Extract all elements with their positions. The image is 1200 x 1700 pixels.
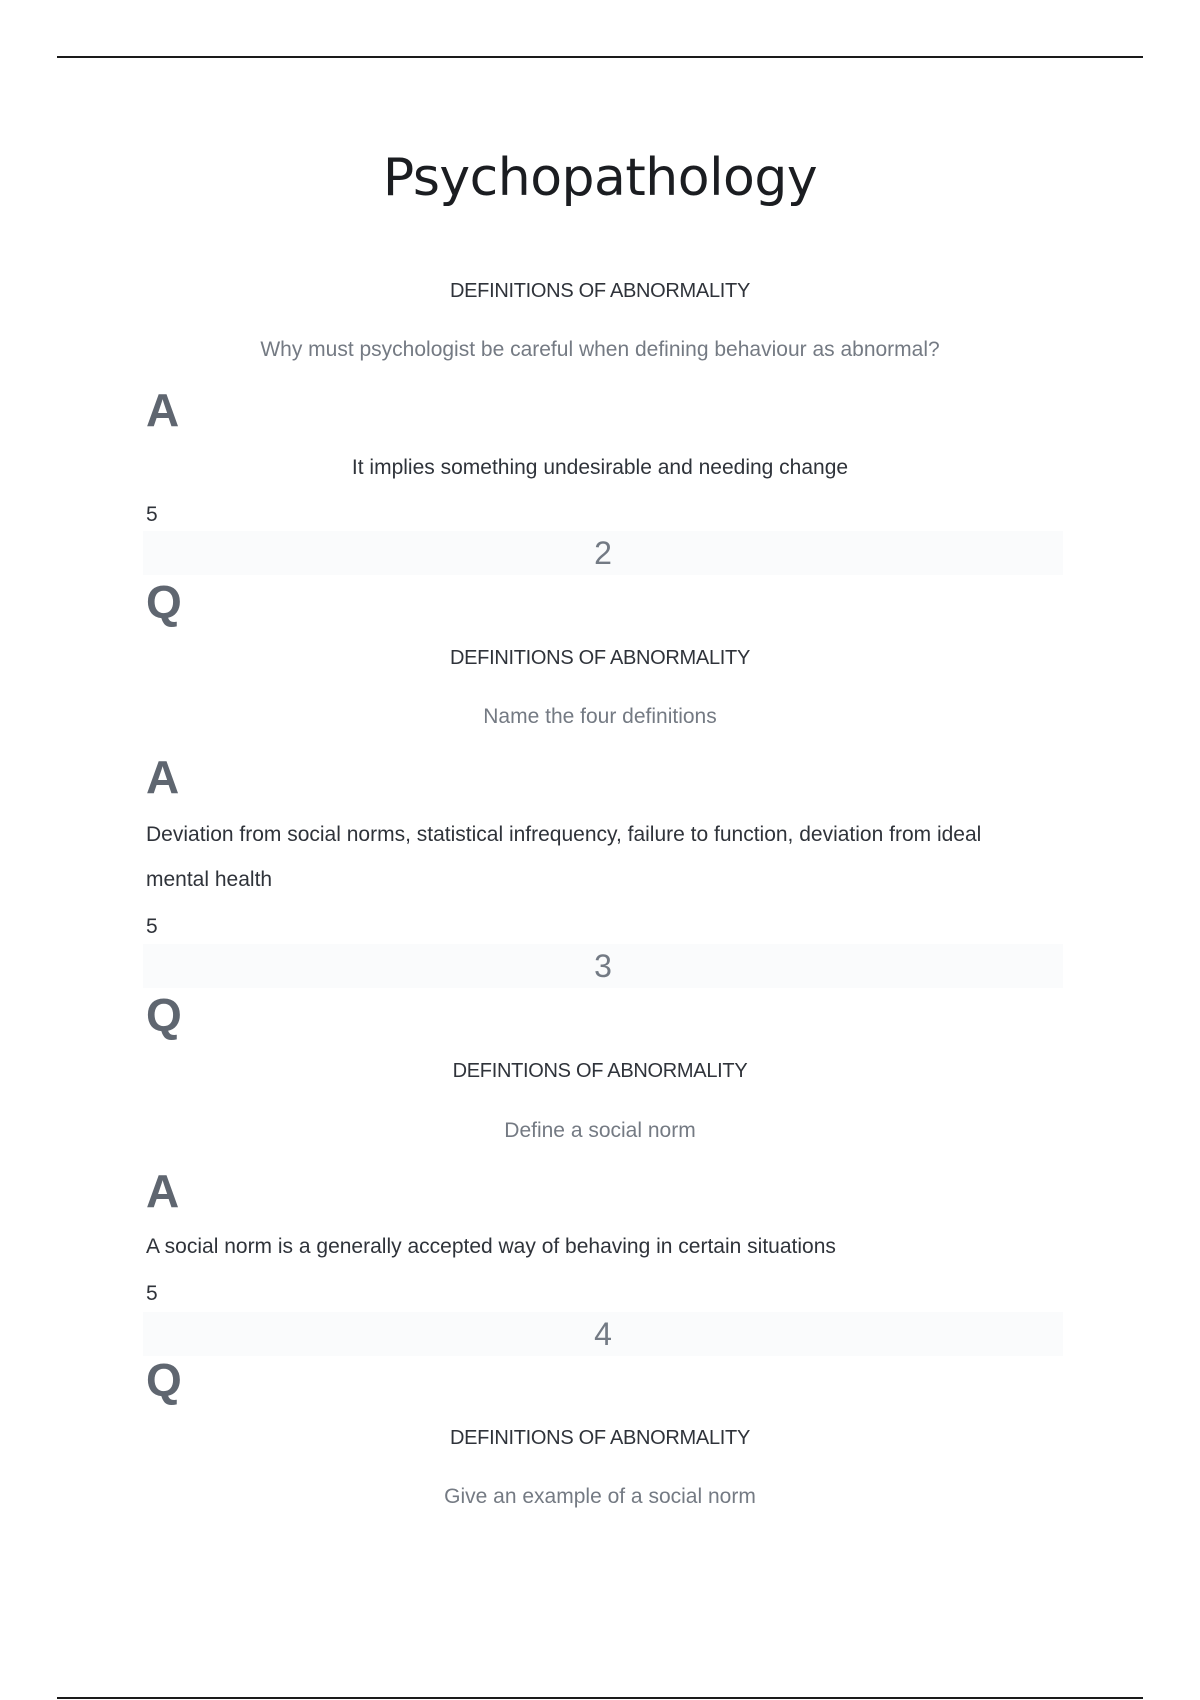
card-score: 5 [146, 1282, 158, 1305]
card-number: 3 [594, 948, 612, 984]
top-rule [57, 56, 1143, 58]
card-number-bar [143, 944, 1063, 988]
question-letter: Q [146, 576, 182, 628]
card-topic: DEFINITIONS OF ABNORMALITY [449, 1427, 750, 1449]
answer-letter: A [146, 384, 180, 436]
card-topic: DEFINITIONS OF ABNORMALITY [449, 647, 750, 669]
card-question: Why must psychologist be careful when defining behaviour as abnormal? [260, 338, 940, 361]
card-score: 5 [146, 503, 158, 526]
card-answer-line: mental health [146, 868, 273, 891]
card-answer [146, 812, 1066, 902]
answer-letter: A [146, 1165, 180, 1217]
card-question: Define a social norm [504, 1119, 696, 1142]
card-question: Name the four definitions [483, 705, 717, 728]
card-number-bar [143, 531, 1063, 575]
answer-letter: A [146, 751, 180, 803]
card-answer-line: Deviation from social norms, statistical infrequency, failure to function, deviation from ideal [146, 823, 982, 846]
card-answer: It implies something undesirable and needing change [351, 456, 849, 479]
question-letter: Q [146, 1354, 182, 1406]
page-title: Psychopathology [382, 148, 818, 208]
card-number: 2 [594, 535, 612, 571]
card-number: 4 [594, 1316, 612, 1352]
question-letter: Q [146, 989, 182, 1041]
bottom-rule [57, 1697, 1143, 1699]
card-number-bar [143, 1312, 1063, 1356]
card-answer: A social norm is a generally accepted way of behaving in certain situations [146, 1235, 836, 1258]
card-topic: DEFINTIONS OF ABNORMALITY [452, 1060, 748, 1082]
card-topic: DEFINITIONS OF ABNORMALITY [449, 280, 750, 302]
card-score: 5 [146, 915, 158, 938]
card-question: Give an example of a social norm [444, 1485, 756, 1508]
